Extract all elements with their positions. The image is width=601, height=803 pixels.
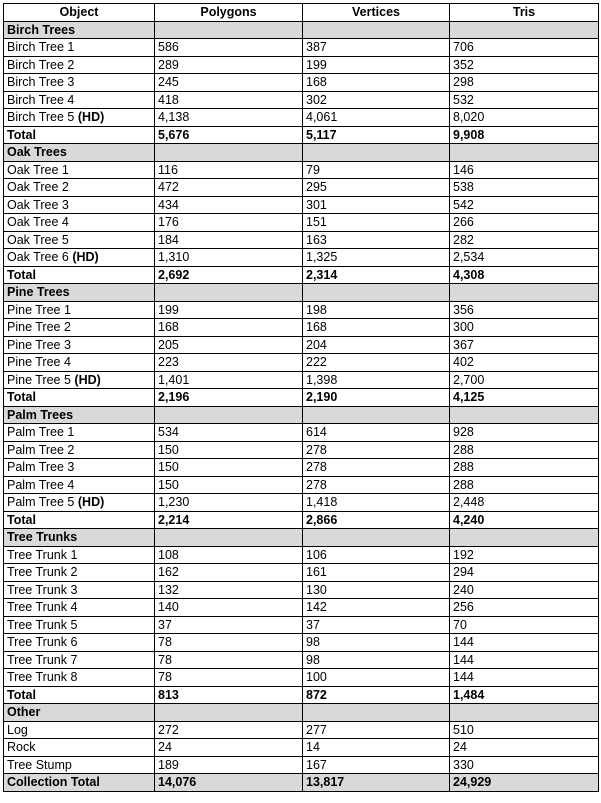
tris-cell: 8,020: [450, 109, 599, 127]
tris-cell: 542: [450, 196, 599, 214]
object-label: Palm Tree 5: [7, 495, 75, 509]
total-vertices: 2,314: [303, 266, 450, 284]
polygons-cell: 108: [155, 546, 303, 564]
object-name: [4, 669, 155, 687]
tris-cell: 367: [450, 336, 599, 354]
object-name: [4, 354, 155, 372]
vertices-cell: 301: [303, 196, 450, 214]
vertices-cell: 168: [303, 319, 450, 337]
hd-badge: (HD): [74, 372, 101, 387]
group-empty-cell: [450, 144, 599, 162]
group-name: Oak Trees: [4, 144, 155, 162]
tris-cell: 300: [450, 319, 599, 337]
vertices-cell: 37: [303, 616, 450, 634]
polygons-cell: 1,310: [155, 249, 303, 267]
object-label: Pine Tree 1: [7, 302, 71, 317]
hd-badge: (HD): [72, 250, 99, 264]
table-row: [4, 214, 599, 232]
vertices-cell: 98: [303, 651, 450, 669]
object-name: [4, 634, 155, 652]
total-tris: 4,240: [450, 511, 599, 529]
object-label: Tree Trunk 3: [7, 582, 78, 597]
group-name: Other: [4, 704, 155, 722]
table-row: [4, 39, 599, 57]
vertices-cell: 4,061: [303, 109, 450, 127]
tris-cell: 70: [450, 616, 599, 634]
total-row: [4, 266, 599, 284]
object-name: [4, 651, 155, 669]
object-name: [4, 424, 155, 442]
table-row: [4, 721, 599, 739]
table-row: [4, 616, 599, 634]
table-row: [4, 354, 599, 372]
table-row: [4, 546, 599, 564]
object-name: [4, 581, 155, 599]
tris-cell: 402: [450, 354, 599, 372]
total-polygons: 813: [155, 686, 303, 704]
object-name: [4, 161, 155, 179]
total-vertices: 2,866: [303, 511, 450, 529]
tris-cell: 240: [450, 581, 599, 599]
tris-cell: 288: [450, 459, 599, 477]
polygons-cell: 150: [155, 441, 303, 459]
object-label: Birch Tree 3: [7, 75, 75, 89]
polygons-cell: 78: [155, 651, 303, 669]
hd-badge: (HD): [77, 495, 105, 509]
tris-cell: 288: [450, 441, 599, 459]
object-label: Log: [7, 722, 28, 737]
object-name: [4, 739, 155, 757]
group-header-row: [4, 529, 599, 547]
total-tris: 1,484: [450, 686, 599, 704]
group-empty-cell: [155, 406, 303, 424]
polygons-cell: 168: [155, 319, 303, 337]
table-row: [4, 739, 599, 757]
table-row: [4, 74, 599, 92]
tris-cell: 294: [450, 564, 599, 582]
table-row: [4, 756, 599, 774]
polygon-count-table: [3, 3, 599, 792]
table-row: [4, 564, 599, 582]
object-label: Birch Tree 1: [7, 40, 75, 54]
object-label: Tree Trunk 7: [7, 652, 78, 667]
object-label: Tree Trunk 1: [7, 547, 78, 562]
tris-cell: 144: [450, 669, 599, 687]
tris-cell: 24: [450, 739, 599, 757]
object-label: Pine Tree 3: [7, 337, 71, 352]
object-label: Palm Tree 4: [7, 477, 75, 492]
table-row: [4, 476, 599, 494]
vertices-cell: 14: [303, 739, 450, 757]
total-vertices: 872: [303, 686, 450, 704]
object-name: [4, 56, 155, 74]
table-row: [4, 231, 599, 249]
object-label: Tree Trunk 6: [7, 635, 78, 649]
polygons-cell: 534: [155, 424, 303, 442]
polygons-cell: 140: [155, 599, 303, 617]
tris-cell: 146: [450, 161, 599, 179]
total-row: [4, 511, 599, 529]
table-row: [4, 319, 599, 337]
group-empty-cell: [450, 21, 599, 39]
group-empty-cell: [450, 704, 599, 722]
tris-cell: 298: [450, 74, 599, 92]
object-label: Palm Tree 1: [7, 425, 75, 439]
polygons-cell: 150: [155, 476, 303, 494]
total-polygons: 2,692: [155, 266, 303, 284]
vertices-cell: 278: [303, 441, 450, 459]
object-label: Pine Tree 2: [7, 320, 71, 334]
object-label: Tree Trunk 2: [7, 565, 78, 579]
total-label: Total: [4, 511, 155, 529]
total-polygons: 2,196: [155, 389, 303, 407]
tris-cell: 510: [450, 721, 599, 739]
table-row: [4, 371, 599, 389]
collection-total-vertices: 13,817: [303, 774, 450, 792]
table-row: [4, 249, 599, 267]
polygons-cell: 205: [155, 336, 303, 354]
polygons-cell: 4,138: [155, 109, 303, 127]
vertices-cell: 614: [303, 424, 450, 442]
polygons-cell: 162: [155, 564, 303, 582]
object-name: [4, 91, 155, 109]
table-row: [4, 669, 599, 687]
group-name: Tree Trunks: [4, 529, 155, 547]
table-row: [4, 161, 599, 179]
table-row: [4, 581, 599, 599]
group-name: Pine Trees: [4, 284, 155, 302]
group-empty-cell: [155, 284, 303, 302]
table-row: [4, 91, 599, 109]
vertices-cell: 278: [303, 459, 450, 477]
vertices-cell: 100: [303, 669, 450, 687]
object-name: [4, 196, 155, 214]
polygons-cell: 176: [155, 214, 303, 232]
group-empty-cell: [450, 284, 599, 302]
tris-cell: 2,534: [450, 249, 599, 267]
table-row: [4, 336, 599, 354]
group-empty-cell: [155, 529, 303, 547]
total-row: [4, 126, 599, 144]
object-name: [4, 441, 155, 459]
tris-cell: 706: [450, 39, 599, 57]
vertices-cell: 302: [303, 91, 450, 109]
object-name: [4, 231, 155, 249]
header-tris: Tris: [450, 4, 599, 22]
group-empty-cell: [303, 529, 450, 547]
polygons-cell: 78: [155, 669, 303, 687]
object-name: [4, 599, 155, 617]
object-name: [4, 179, 155, 197]
object-name: [4, 721, 155, 739]
tris-cell: 356: [450, 301, 599, 319]
group-empty-cell: [450, 529, 599, 547]
vertices-cell: 1,325: [303, 249, 450, 267]
table-row: [4, 441, 599, 459]
polygons-cell: 223: [155, 354, 303, 372]
polygons-cell: 37: [155, 616, 303, 634]
vertices-cell: 130: [303, 581, 450, 599]
vertices-cell: 204: [303, 336, 450, 354]
vertices-cell: 295: [303, 179, 450, 197]
vertices-cell: 167: [303, 756, 450, 774]
polygons-cell: 289: [155, 56, 303, 74]
group-empty-cell: [155, 21, 303, 39]
vertices-cell: 199: [303, 56, 450, 74]
collection-total-row: [4, 774, 599, 792]
group-empty-cell: [450, 406, 599, 424]
polygons-cell: 418: [155, 91, 303, 109]
polygons-cell: 189: [155, 756, 303, 774]
collection-total-tris: 24,929: [450, 774, 599, 792]
polygons-cell: 150: [155, 459, 303, 477]
object-name: [4, 459, 155, 477]
object-label: Birch Tree 5: [7, 110, 75, 124]
table-row: [4, 109, 599, 127]
object-label: Oak Tree 1: [7, 162, 69, 177]
tris-cell: 330: [450, 756, 599, 774]
polygons-cell: 132: [155, 581, 303, 599]
table-row: [4, 599, 599, 617]
group-header-row: [4, 284, 599, 302]
polygons-cell: 78: [155, 634, 303, 652]
object-name: [4, 214, 155, 232]
object-name: [4, 109, 155, 127]
object-label: Tree Stump: [7, 757, 72, 772]
total-label: Total: [4, 266, 155, 284]
group-name: Birch Trees: [4, 21, 155, 39]
header-object: Object: [4, 4, 155, 22]
polygons-cell: 116: [155, 161, 303, 179]
object-name: [4, 546, 155, 564]
object-name: [4, 564, 155, 582]
vertices-cell: 1,418: [303, 494, 450, 512]
object-label: Oak Tree 3: [7, 197, 69, 212]
object-name: [4, 756, 155, 774]
object-label: Tree Trunk 4: [7, 600, 78, 614]
collection-total-label: Collection Total: [4, 774, 155, 792]
object-label: Oak Tree 4: [7, 215, 69, 229]
table-row: [4, 494, 599, 512]
group-empty-cell: [303, 704, 450, 722]
tris-cell: 352: [450, 56, 599, 74]
vertices-cell: 387: [303, 39, 450, 57]
group-header-row: [4, 21, 599, 39]
total-tris: 4,308: [450, 266, 599, 284]
table-row: [4, 424, 599, 442]
object-label: Oak Tree 5: [7, 232, 69, 247]
group-name: Palm Trees: [4, 406, 155, 424]
vertices-cell: 1,398: [303, 371, 450, 389]
object-name: [4, 319, 155, 337]
table-row: [4, 301, 599, 319]
tris-cell: 928: [450, 424, 599, 442]
tris-cell: 266: [450, 214, 599, 232]
object-label: Palm Tree 2: [7, 442, 75, 457]
polygons-cell: 1,401: [155, 371, 303, 389]
total-polygons: 2,214: [155, 511, 303, 529]
polygons-cell: 434: [155, 196, 303, 214]
object-label: Palm Tree 3: [7, 460, 75, 474]
total-tris: 4,125: [450, 389, 599, 407]
object-name: [4, 39, 155, 57]
table-row: [4, 459, 599, 477]
object-name: [4, 74, 155, 92]
object-name: [4, 371, 155, 389]
polygons-cell: 586: [155, 39, 303, 57]
group-empty-cell: [303, 21, 450, 39]
group-empty-cell: [155, 704, 303, 722]
object-label: Pine Tree 4: [7, 355, 71, 369]
tris-cell: 192: [450, 546, 599, 564]
object-label: Oak Tree 2: [7, 180, 69, 194]
tris-cell: 282: [450, 231, 599, 249]
tris-cell: 144: [450, 634, 599, 652]
table-row: [4, 651, 599, 669]
tris-cell: 532: [450, 91, 599, 109]
object-label: Oak Tree 6: [7, 250, 69, 264]
header-vertices: Vertices: [303, 4, 450, 22]
vertices-cell: 277: [303, 721, 450, 739]
object-label: Tree Trunk 8: [7, 670, 78, 684]
collection-total-polygons: 14,076: [155, 774, 303, 792]
object-name: [4, 249, 155, 267]
object-label: Birch Tree 2: [7, 57, 75, 72]
polygons-cell: 24: [155, 739, 303, 757]
group-header-row: [4, 144, 599, 162]
vertices-cell: 98: [303, 634, 450, 652]
vertices-cell: 79: [303, 161, 450, 179]
vertices-cell: 142: [303, 599, 450, 617]
polygons-cell: 199: [155, 301, 303, 319]
group-header-row: [4, 704, 599, 722]
group-empty-cell: [303, 284, 450, 302]
total-vertices: 5,117: [303, 126, 450, 144]
vertices-cell: 151: [303, 214, 450, 232]
object-label: Rock: [7, 740, 36, 754]
group-empty-cell: [155, 144, 303, 162]
tris-cell: 256: [450, 599, 599, 617]
total-tris: 9,908: [450, 126, 599, 144]
group-empty-cell: [303, 144, 450, 162]
object-name: [4, 336, 155, 354]
polygons-cell: 272: [155, 721, 303, 739]
header-polygons: Polygons: [155, 4, 303, 22]
tris-cell: 538: [450, 179, 599, 197]
table-row: [4, 634, 599, 652]
hd-badge: (HD): [77, 110, 105, 124]
vertices-cell: 161: [303, 564, 450, 582]
vertices-cell: 163: [303, 231, 450, 249]
group-header-row: [4, 406, 599, 424]
total-polygons: 5,676: [155, 126, 303, 144]
vertices-cell: 198: [303, 301, 450, 319]
polygons-cell: 1,230: [155, 494, 303, 512]
total-row: [4, 686, 599, 704]
total-label: Total: [4, 686, 155, 704]
header-row: [4, 4, 599, 22]
total-vertices: 2,190: [303, 389, 450, 407]
polygons-cell: 245: [155, 74, 303, 92]
object-name: [4, 476, 155, 494]
polygons-cell: 184: [155, 231, 303, 249]
total-row: [4, 389, 599, 407]
total-label: Total: [4, 126, 155, 144]
object-label: Pine Tree 5: [7, 372, 71, 387]
tris-cell: 144: [450, 651, 599, 669]
table-row: [4, 179, 599, 197]
vertices-cell: 168: [303, 74, 450, 92]
tris-cell: 2,448: [450, 494, 599, 512]
table-row: [4, 56, 599, 74]
group-empty-cell: [303, 406, 450, 424]
table-row: [4, 196, 599, 214]
tris-cell: 2,700: [450, 371, 599, 389]
vertices-cell: 222: [303, 354, 450, 372]
object-name: [4, 616, 155, 634]
tris-cell: 288: [450, 476, 599, 494]
total-label: Total: [4, 389, 155, 407]
object-name: [4, 301, 155, 319]
object-label: Birch Tree 4: [7, 92, 75, 107]
vertices-cell: 106: [303, 546, 450, 564]
polygons-cell: 472: [155, 179, 303, 197]
vertices-cell: 278: [303, 476, 450, 494]
object-name: [4, 494, 155, 512]
object-label: Tree Trunk 5: [7, 617, 78, 632]
